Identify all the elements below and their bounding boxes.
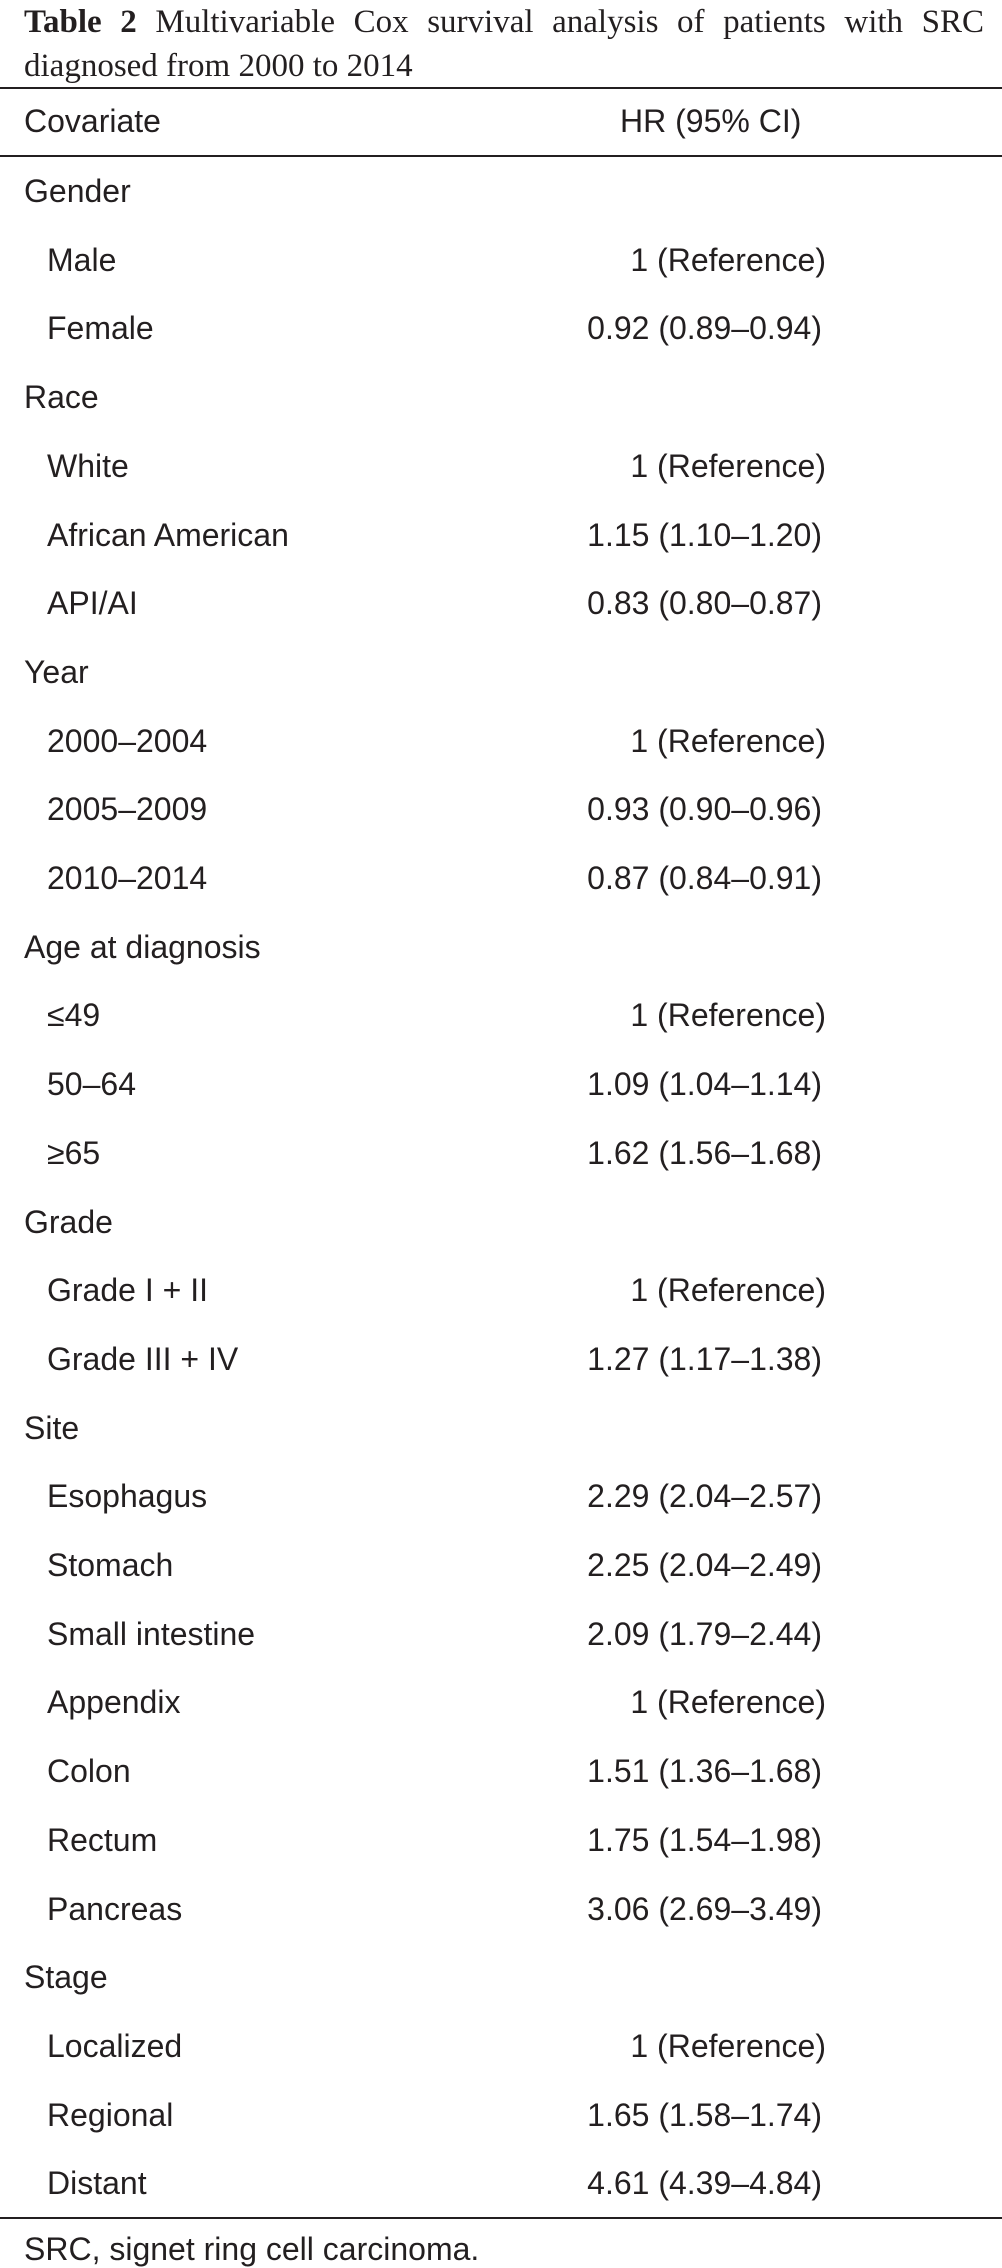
covariate-label: White — [47, 447, 129, 484]
group-label: Gender — [24, 173, 131, 209]
group-label: Race — [24, 379, 99, 416]
table-row — [0, 501, 1002, 570]
covariate-label: Female — [47, 310, 154, 347]
group-row — [0, 913, 1002, 982]
covariate-label: Regional — [47, 2096, 174, 2133]
hr-value: 1 (Reference) — [630, 241, 826, 278]
hr-value: 1.51 (1.36–1.68) — [587, 1753, 822, 1790]
covariate-label: African American — [47, 516, 289, 553]
covariate-label: Localized — [47, 2027, 183, 2064]
covariate-label: 2000–2004 — [47, 722, 208, 759]
table-row — [0, 1119, 1002, 1188]
table-caption — [24, 0, 984, 88]
hr-value: 1.15 (1.10–1.20) — [587, 516, 822, 553]
hr-value: 1 (Reference) — [630, 722, 826, 759]
covariate-label: Small intestine — [47, 1615, 256, 1652]
group-row — [0, 638, 1002, 707]
hr-value: 1 (Reference) — [630, 447, 826, 484]
hr-value: 1.09 (1.04–1.14) — [587, 1066, 822, 1103]
table-row — [0, 844, 1002, 913]
covariate-label: Esophagus — [47, 1478, 208, 1515]
table-row — [0, 1668, 1002, 1737]
hr-value: 1 (Reference) — [630, 2027, 826, 2064]
table-row — [0, 569, 1002, 638]
covariate-label: 2005–2009 — [47, 791, 208, 828]
group-label: Age at diagnosis — [24, 928, 261, 965]
covariate-label: Grade III + IV — [47, 1340, 239, 1377]
covariate-label: Male — [47, 241, 117, 278]
header-covariate: Covariate — [24, 103, 161, 139]
hr-value: 0.92 (0.89–0.94) — [587, 310, 822, 347]
table-row — [0, 1600, 1002, 1669]
table-row — [0, 1531, 1002, 1600]
covariate-label: Rectum — [47, 1821, 158, 1858]
table-row — [0, 2012, 1002, 2081]
footnote: SRC, signet ring cell carcinoma. — [24, 2231, 480, 2267]
covariate-label: 50–64 — [47, 1066, 136, 1103]
hr-value: 1.62 (1.56–1.68) — [587, 1134, 822, 1171]
covariate-label: Stomach — [47, 1547, 174, 1583]
table-row — [0, 1325, 1002, 1394]
table-row — [0, 1737, 1002, 1806]
table-row — [0, 432, 1002, 501]
table-row — [0, 707, 1002, 776]
table-row — [0, 775, 1002, 844]
table-row — [0, 1050, 1002, 1119]
hr-value: 2.29 (2.04–2.57) — [587, 1478, 822, 1515]
covariate-label: Appendix — [47, 1684, 181, 1721]
table-row — [0, 1462, 1002, 1531]
hr-value: 1 (Reference) — [630, 997, 826, 1034]
group-label: Stage — [24, 1959, 108, 1996]
group-row — [0, 1943, 1002, 2012]
hr-value: 1.27 (1.17–1.38) — [587, 1340, 822, 1377]
hr-value: 3.06 (2.69–3.49) — [587, 1890, 822, 1927]
table-label: Table 2 — [24, 4, 137, 40]
table-title: Multivariable Cox survival analysis of patients with SRC diagnosed from 2000 to 2014 — [24, 4, 985, 84]
table-row — [0, 226, 1002, 295]
group-label: Year — [24, 653, 89, 690]
group-label: Grade — [24, 1203, 113, 1240]
hr-value: 1.75 (1.54–1.98) — [587, 1821, 822, 1858]
table-row — [0, 1875, 1002, 1944]
hr-value: 0.83 (0.80–0.87) — [587, 585, 822, 622]
hr-value: 1 (Reference) — [630, 1272, 826, 1309]
table-row — [0, 2149, 1002, 2218]
table-row — [0, 1806, 1002, 1875]
hr-value: 2.09 (1.79–2.44) — [587, 1615, 822, 1652]
group-label: Site — [24, 1409, 80, 1446]
covariate-label: ≤49 — [47, 997, 101, 1034]
group-row — [0, 1188, 1002, 1257]
hr-value: 1 (Reference) — [630, 1684, 826, 1721]
hr-value: 1.65 (1.58–1.74) — [587, 2096, 822, 2133]
group-row — [0, 157, 1002, 226]
covariate-label: Colon — [47, 1753, 131, 1790]
covariate-label: API/AI — [47, 585, 138, 622]
header-hr: HR (95% CI) — [620, 103, 802, 139]
covariate-label: Pancreas — [47, 1890, 183, 1927]
covariate-label: ≥65 — [47, 1134, 101, 1171]
table-row — [0, 2081, 1002, 2150]
table-header — [0, 87, 1002, 156]
covariate-label: Grade I + II — [47, 1272, 208, 1309]
group-row — [0, 363, 1002, 432]
hr-value: 2.25 (2.04–2.49) — [587, 1547, 822, 1583]
covariate-label: Distant — [47, 2165, 147, 2202]
hr-value: 4.61 (4.39–4.84) — [587, 2165, 822, 2202]
hr-value: 0.93 (0.90–0.96) — [587, 791, 822, 828]
covariate-label: 2010–2014 — [47, 860, 208, 896]
table-row — [0, 294, 1002, 363]
table-row — [0, 981, 1002, 1050]
bottom-rule — [0, 2217, 1002, 2219]
table-row — [0, 1256, 1002, 1325]
hr-value: 0.87 (0.84–0.91) — [587, 860, 822, 896]
group-row — [0, 1394, 1002, 1463]
